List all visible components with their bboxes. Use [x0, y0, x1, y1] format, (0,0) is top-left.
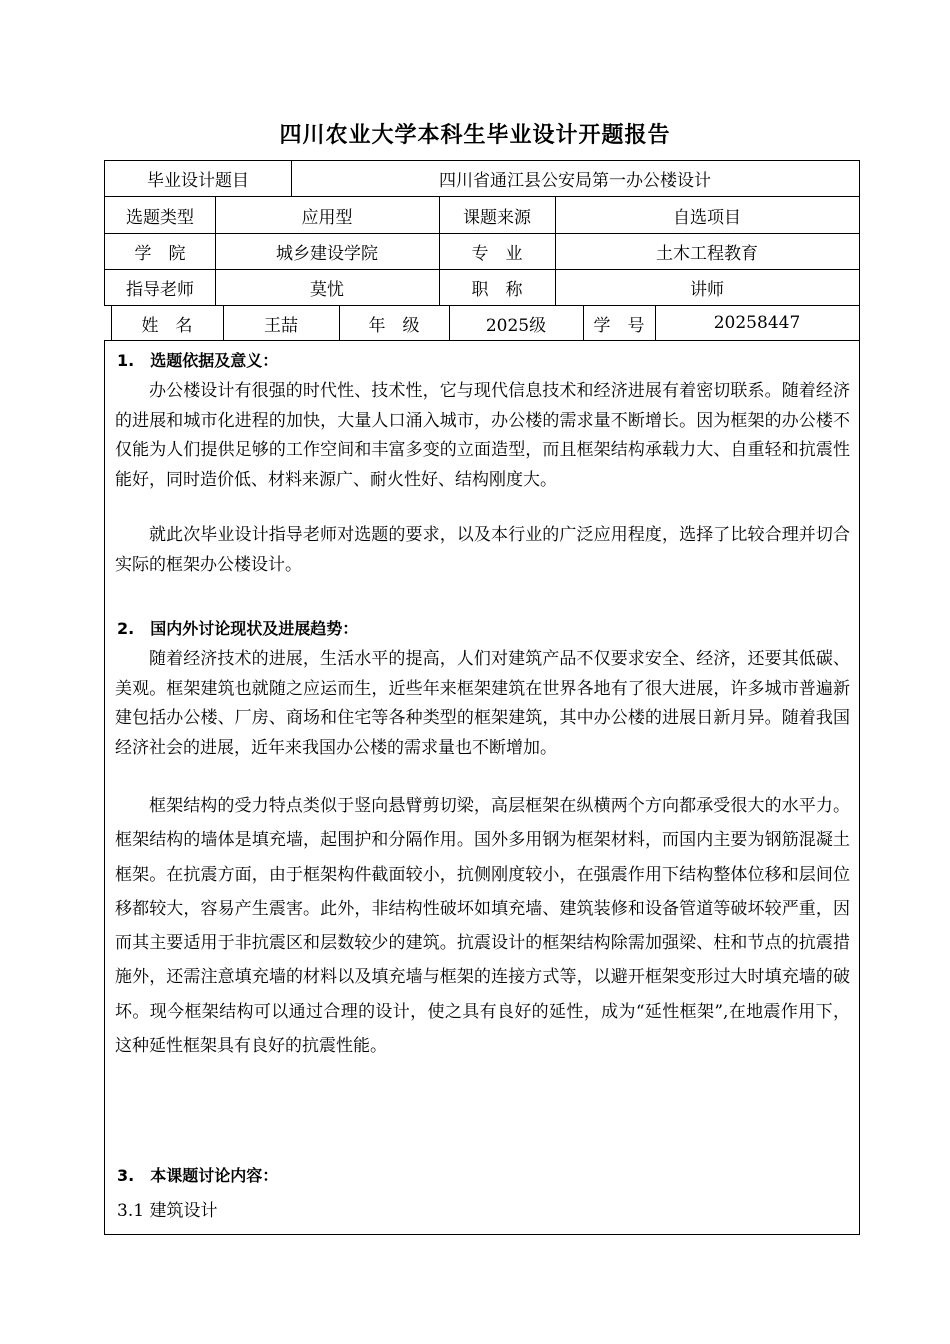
section-2-heading: 2. 国内外讨论现状及进展趋势：: [117, 619, 359, 638]
section-2-paragraph-2: 框架结构的受力特点类似于竖向悬臂剪切梁，高层框架在纵横两个方向都承受很大的水平力。框架结构的墙体是填充墙，起围护和分隔作用。国外多用钢为框架材料，而国内主要为钢筋混凝土框架。在抗震方面，由于框架构件截面较小，抗侧刚度较小，在强震作用下结构整体位移和层间位移都较大，容易产生震害。此外，非结构性破坏如填充墙、建筑装修和设备管道等破坏较严重，因而其主要适用于非抗震区和层数较少的建筑。抗震设计的框架结构除需加强梁、柱和节点的抗震措施外，还需注意填充墙的材料以及填充墙与框架的连接方式等，以避开框架变形过大时填充墙的破坏。现今框架结构可以通过合理的设计，使之具有良好的延性，成为“延性框架”,在地震作用下，这种延性框架具有良好的抗震性能。: [115, 796, 850, 1057]
row-topic-type: [104, 196, 860, 234]
college-value: 城乡建设学院: [276, 244, 378, 264]
major-label: 专 业: [471, 244, 523, 264]
grade-label: 年 级: [368, 315, 420, 336]
section-3-heading: 3. 本课题讨论内容：: [117, 1166, 279, 1185]
advisor-label: 指导老师: [126, 280, 194, 300]
row-advisor: [104, 269, 860, 306]
student-id-value: 20258447: [713, 313, 801, 333]
title-rank-label: 职 称: [471, 280, 523, 300]
student-id-label: 学 号: [593, 315, 645, 336]
section-1-paragraph-1: 办公楼设计有很强的时代性、技术性，它与现代信息技术和经济进展有着密切联系。随着经济的进展和城市化进程的加快，大量人口涌入城市，办公楼的需求量不断增长。因为框架的办公楼不仅能为人们提供足够的工作空间和丰富多变的立面造型，而且框架结构承载力大、自重轻和抗震性能好，同时造价低、材料来源广、耐火性好、结构刚度大。: [115, 381, 850, 490]
student-name-label: 姓 名: [141, 315, 193, 336]
thesis-topic-value: 四川省通江县公安局第一办公楼设计: [439, 171, 711, 191]
advisor-value: 莫忧: [310, 280, 344, 300]
topic-type-label: 选题类型: [126, 207, 194, 228]
report-content: [104, 340, 860, 1235]
section-2-paragraph-1: 随着经济技术的进展，生活水平的提高，人们对建筑产品不仅要求安全、经济，还要其低碳、美观。框架建筑也就随之应运而生，近些年来框架建筑在世界各地有了很大进展，许多城市普遍新建包括办公楼、厂房、商场和住宅等各种类型的框架建筑，其中办公楼的进展日新月异。随着我国经济社会的进展，近年来我国办公楼的需求量也不断增加。: [115, 649, 850, 758]
major-value: 土木工程教育: [656, 244, 758, 264]
grade-value: 2025级: [485, 315, 547, 336]
topic-source-value: 自选项目: [673, 207, 741, 228]
topic-type-value: 应用型: [301, 207, 353, 228]
thesis-topic-label: 毕业设计题目: [147, 171, 249, 191]
title-rank-value: 讲师: [690, 280, 724, 300]
student-name-value: 王喆: [264, 315, 298, 336]
section-1-paragraph-2: 就此次毕业设计指导老师对选题的要求，以及本行业的广泛应用程度，选择了比较合理并切合实际的框架办公楼设计。: [115, 525, 850, 575]
row-thesis-topic: [104, 160, 860, 197]
row-college: [104, 233, 860, 270]
topic-source-label: 课题来源: [463, 207, 531, 228]
report-title: 四川农业大学本科生毕业设计开题报告: [279, 123, 671, 148]
college-label: 学 院: [134, 244, 186, 264]
section-1-heading: 1. 选题依据及意义：: [117, 351, 279, 370]
row-student: [111, 305, 860, 341]
section-3-subheading: 3.1 建筑设计: [117, 1201, 218, 1221]
